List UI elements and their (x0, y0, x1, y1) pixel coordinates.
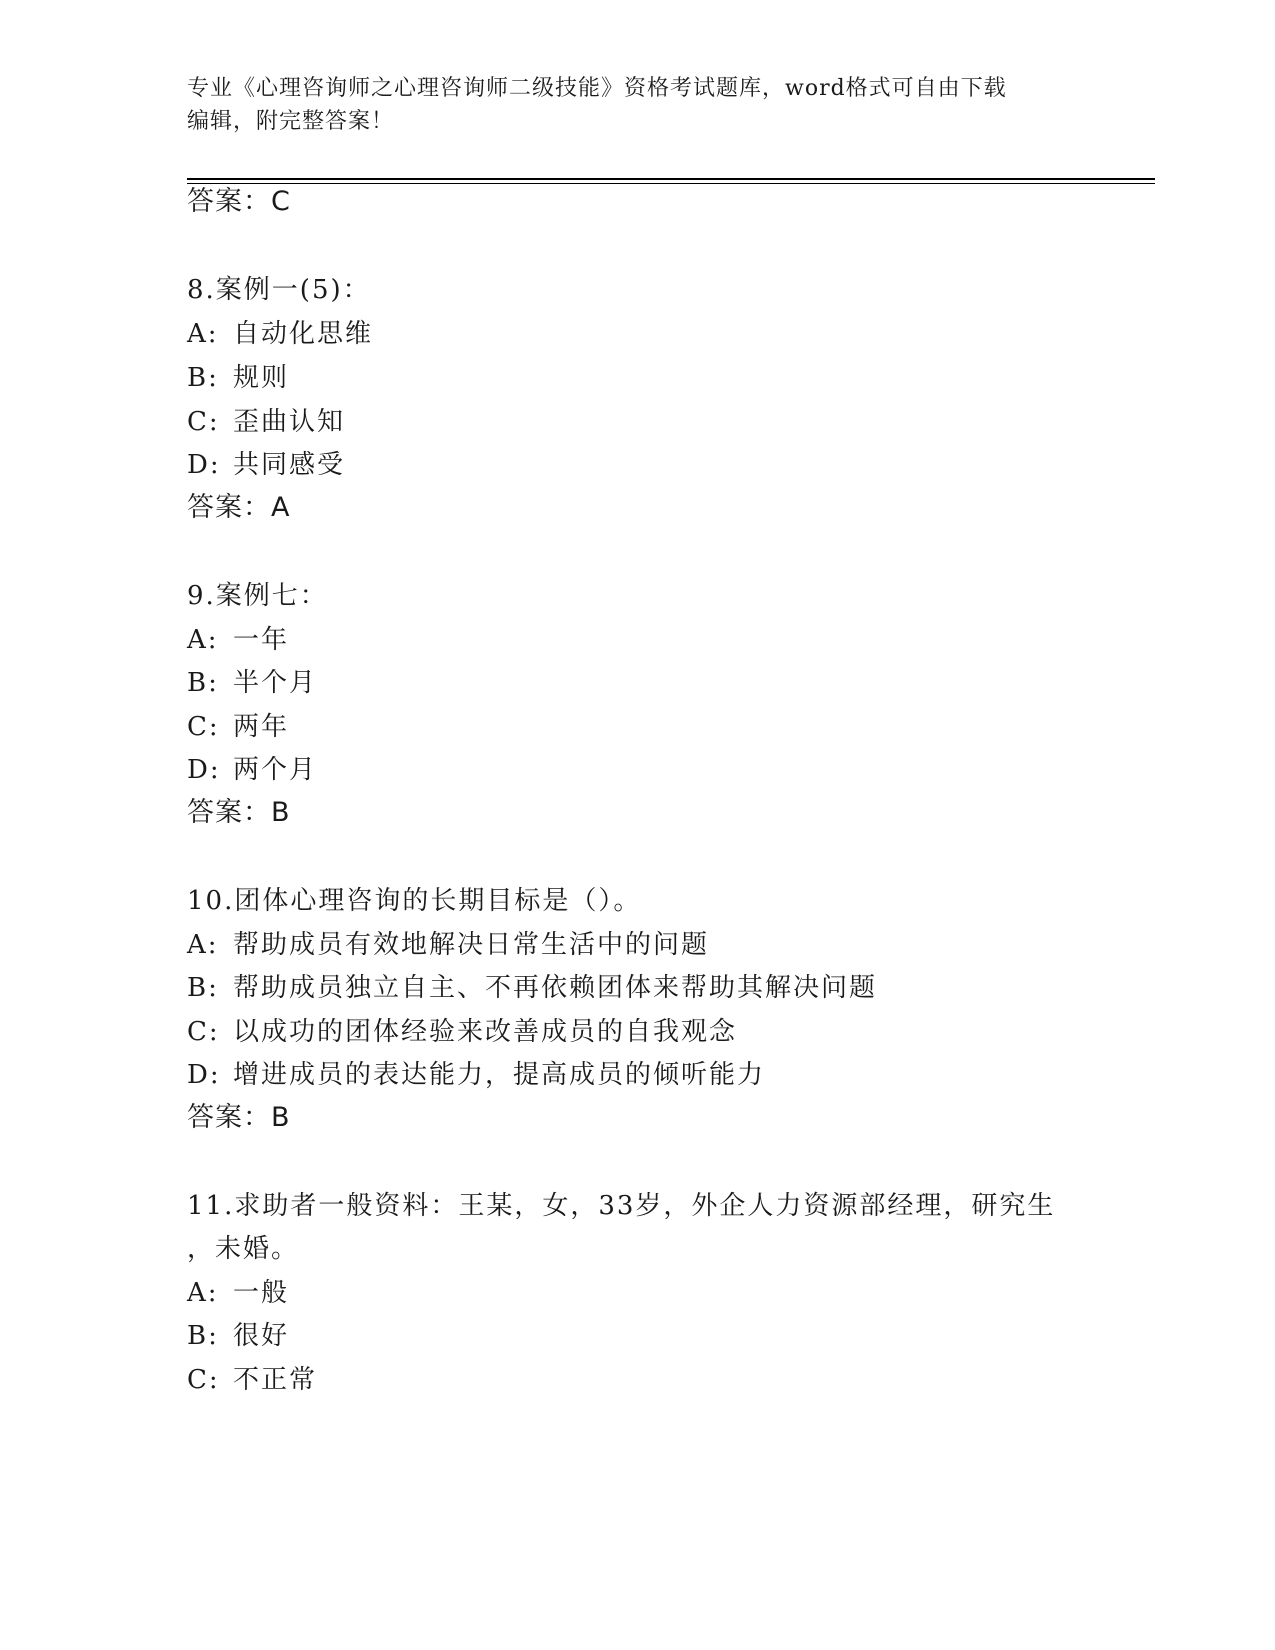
option-text: 一年 (233, 625, 290, 655)
option-text: 规则 (233, 363, 290, 393)
option-letter: A: (187, 930, 219, 960)
option-letter: D: (187, 755, 221, 785)
question-9-option-c (187, 711, 289, 743)
question-9-option-d (187, 754, 317, 786)
option-text: 半个月 (233, 668, 318, 698)
option-text: 一般 (233, 1278, 290, 1308)
header-line-2: 编辑，附完整答案！ (187, 109, 395, 134)
option-text: 歪曲认知 (233, 407, 346, 437)
option-letter: B: (187, 973, 219, 1003)
option-text: 自动化思维 (233, 319, 374, 349)
question-11-option-c (187, 1364, 317, 1396)
question-9-option-b (187, 667, 317, 699)
question-10-option-a (187, 929, 709, 961)
option-text: 很好 (233, 1321, 290, 1351)
question-8-title: 8.案例一(5)： (187, 275, 371, 305)
question-11-option-b (187, 1320, 289, 1352)
option-letter: B: (187, 668, 219, 698)
option-letter: A: (187, 319, 219, 349)
question-8-answer: 答案：A (187, 492, 291, 523)
option-letter: D: (187, 450, 221, 480)
option-text: 帮助成员独立自主、不再依赖团体来帮助其解决问题 (233, 973, 878, 1003)
option-letter: A: (187, 1278, 219, 1308)
question-10-option-b (187, 972, 877, 1004)
option-letter: C: (187, 407, 220, 437)
option-text: 两个月 (233, 755, 318, 785)
question-8-option-b (187, 362, 289, 394)
option-text: 两年 (233, 712, 290, 742)
header-divider-thin (187, 183, 1155, 184)
question-10-option-c (187, 1016, 737, 1048)
question-9-answer: 答案：B (187, 797, 291, 828)
header-line-1: 专业《心理咨询师之心理咨询师二级技能》资格考试题库，word格式可自由下载 (187, 76, 1007, 101)
option-text: 不正常 (233, 1365, 318, 1395)
option-letter: A: (187, 625, 219, 655)
option-letter: B: (187, 1321, 219, 1351)
document-header (187, 72, 1077, 138)
option-letter: C: (187, 1365, 220, 1395)
option-text: 帮助成员有效地解决日常生活中的问题 (233, 930, 710, 960)
question-9-option-a (187, 624, 289, 656)
option-letter: B: (187, 363, 219, 393)
question-11-option-a (187, 1277, 289, 1309)
header-divider-thick (187, 178, 1155, 180)
option-letter: D: (187, 1060, 221, 1090)
question-8-option-d (187, 449, 345, 481)
question-9-title: 9.案例七： (187, 581, 328, 611)
question-10-option-d (187, 1059, 765, 1091)
question-11-title: 11.求助者一般资料：王某，女，33岁，外企人力资源部经理，研究生 (187, 1191, 1056, 1221)
question-8-option-c (187, 406, 345, 438)
question-8-option-a (187, 318, 373, 350)
option-letter: C: (187, 1017, 220, 1047)
question-10-answer: 答案：B (187, 1102, 291, 1133)
question-11-title-cont: ，未婚。 (187, 1234, 300, 1264)
option-letter: C: (187, 712, 220, 742)
answer-prev: 答案：C (187, 186, 291, 217)
option-text: 增进成员的表达能力，提高成员的倾听能力 (233, 1060, 766, 1090)
option-text: 共同感受 (233, 450, 346, 480)
question-10-title: 10.团体心理咨询的长期目标是（）。 (187, 886, 642, 916)
option-text: 以成功的团体经验来改善成员的自我观念 (233, 1017, 738, 1047)
